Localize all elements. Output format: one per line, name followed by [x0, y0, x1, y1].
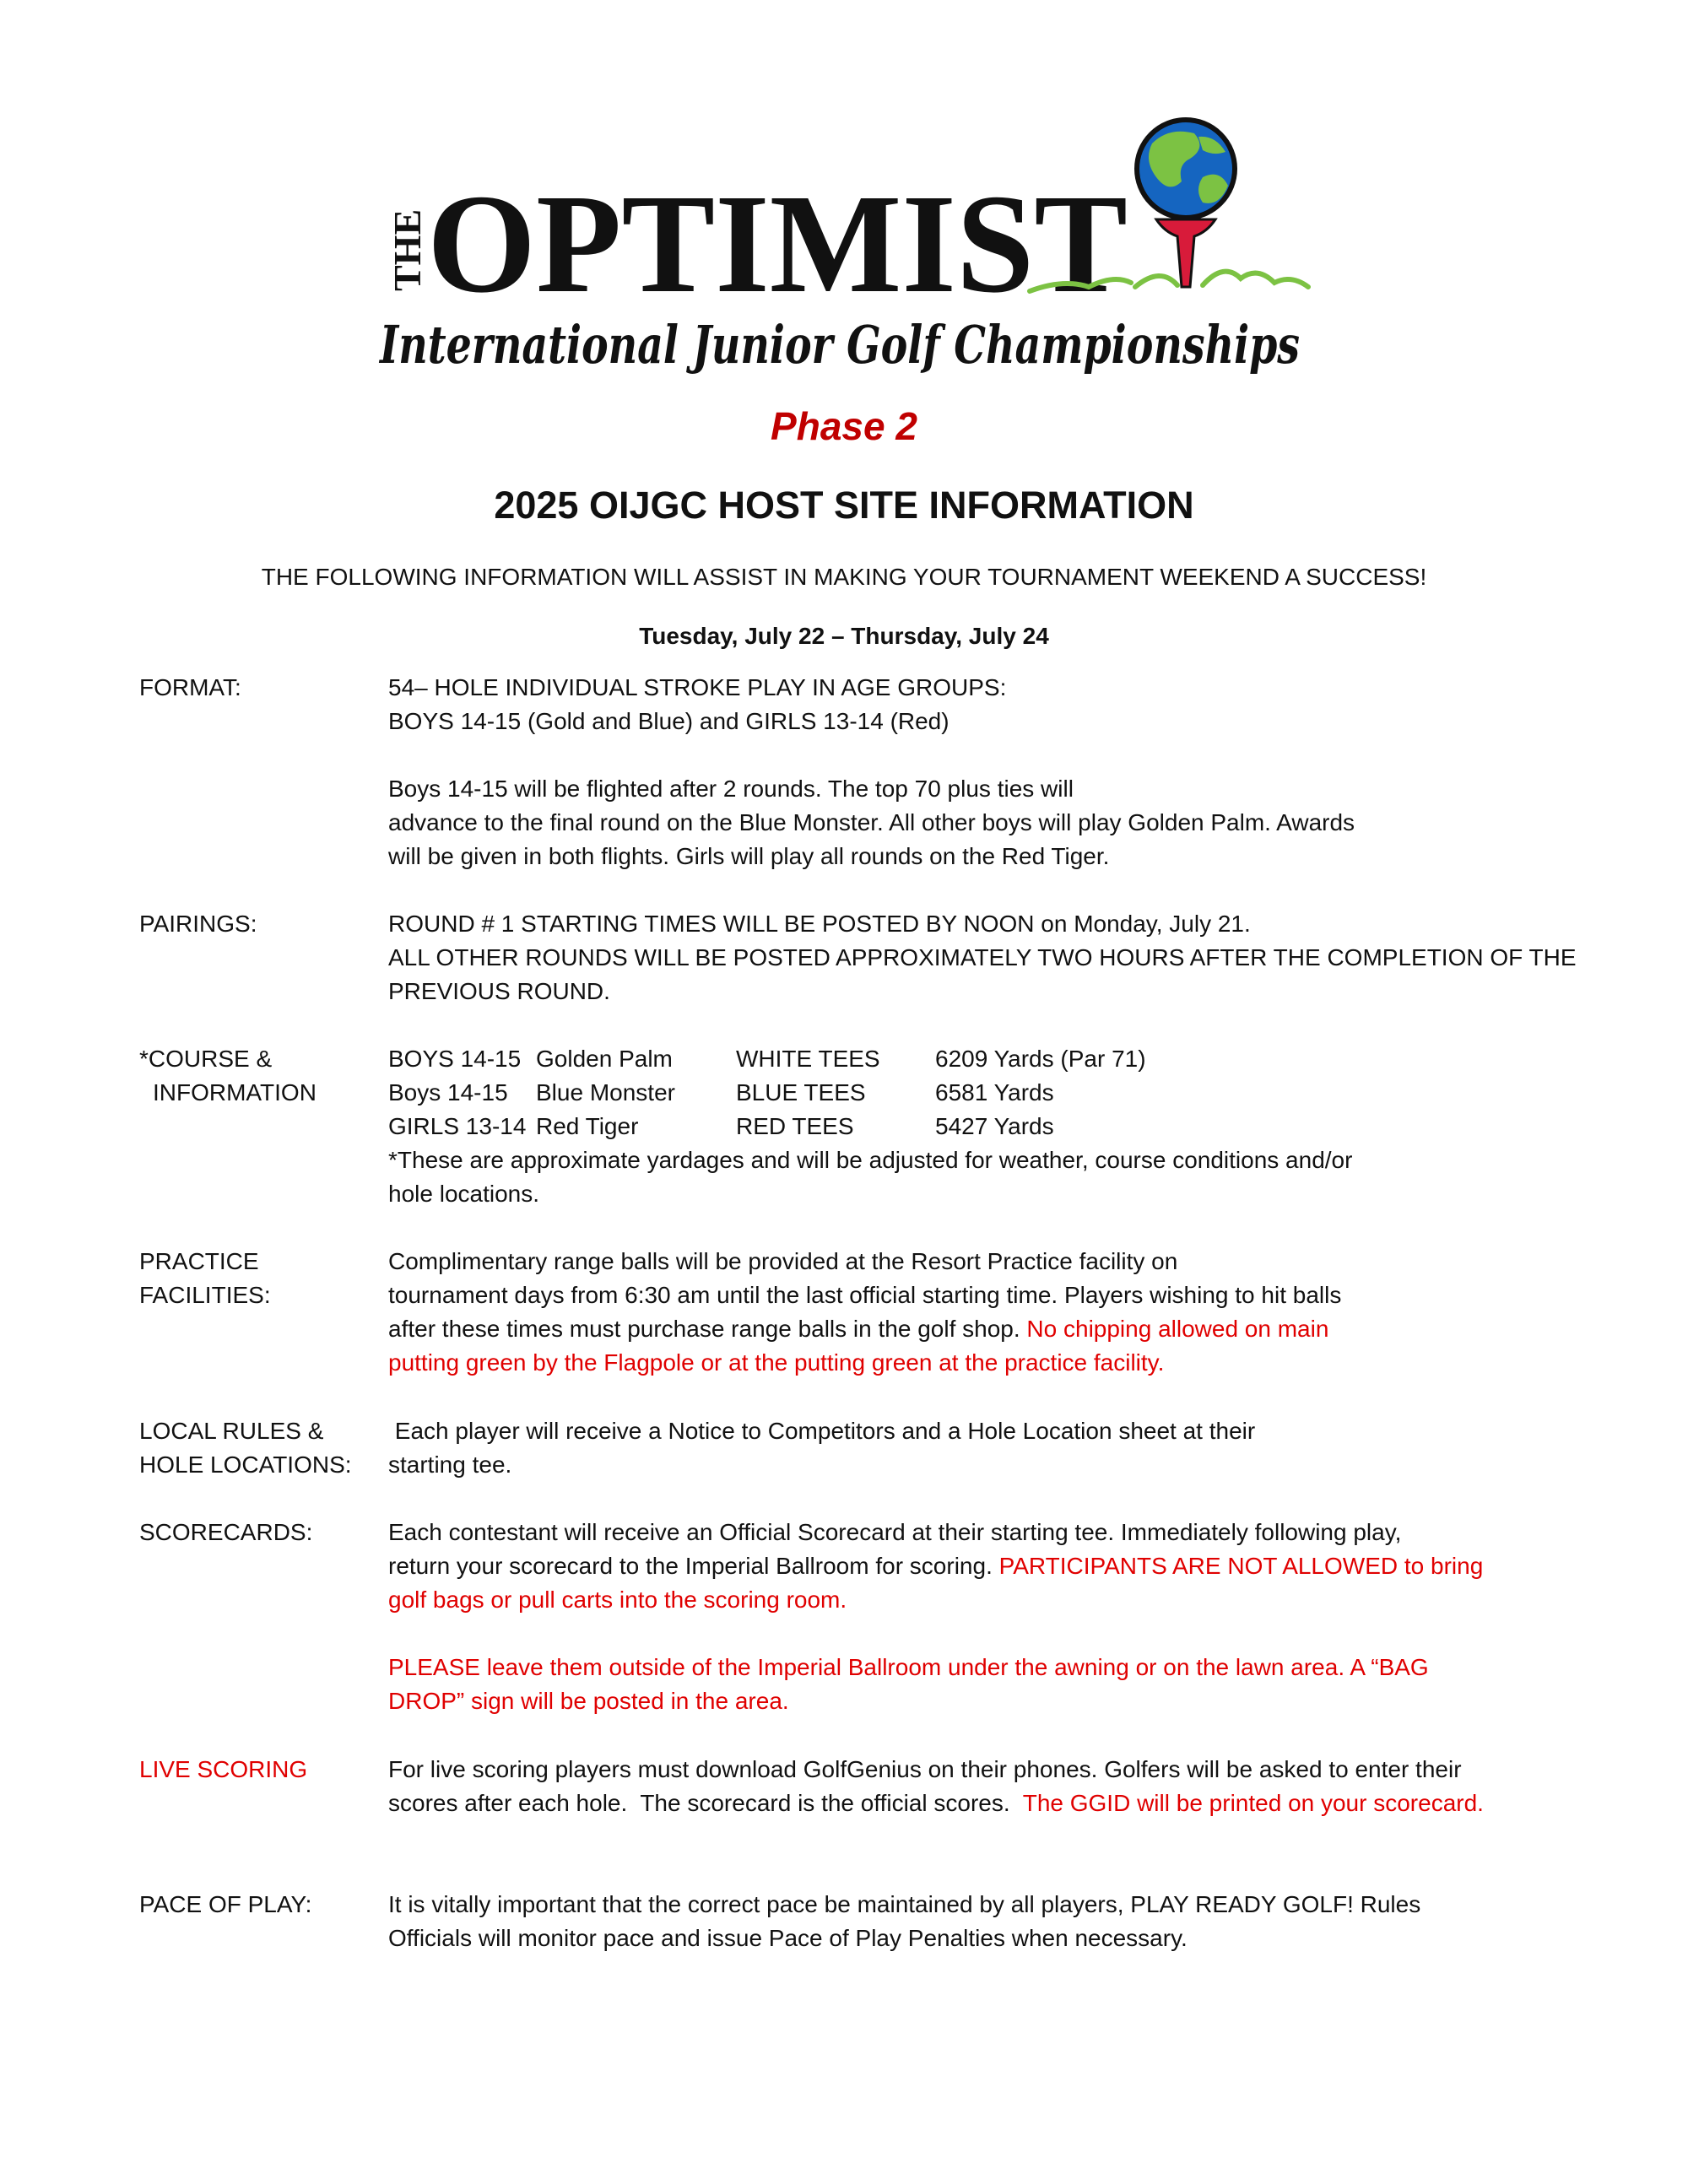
pairings-line: PREVIOUS ROUND. — [388, 978, 610, 1004]
scorecards-line: Each contestant will receive an Official Scorecard at their starting tee. Immediately following play, — [388, 1519, 1402, 1545]
course-division: GIRLS 13-14 — [388, 1113, 527, 1139]
course-label-line: *COURSE & — [139, 1046, 273, 1072]
live-scoring-label: LIVE SCORING — [139, 1756, 308, 1782]
course-yardage: 6581 Yards — [935, 1079, 1054, 1106]
pairings-line: ROUND # 1 STARTING TIMES WILL BE POSTED BY NOON on Monday, July 21. — [388, 911, 1251, 937]
page-subtitle: THE FOLLOWING INFORMATION WILL ASSIST IN MAKING YOUR TOURNAMENT WEEKEND A SUCCESS! — [261, 564, 1427, 590]
practice-text: after these times must purchase range balls in the golf shop. — [388, 1316, 1027, 1342]
course-name: Blue Monster — [536, 1079, 675, 1106]
blank-line — [388, 738, 1570, 772]
local-rules-content — [388, 1414, 1570, 1482]
course-yardage: 6209 Yards (Par 71) — [935, 1046, 1146, 1072]
course-tees: RED TEES — [736, 1113, 854, 1139]
course-row — [388, 1042, 1570, 1076]
practice-warning-line: putting green by the Flagpole or at the putting green at the practice facility. — [388, 1349, 1165, 1376]
pairings-line: ALL OTHER ROUNDS WILL BE POSTED APPROXIMATELY TWO HOURS AFTER THE COMPLETION OF THE — [388, 944, 1577, 970]
course-row — [388, 1110, 1570, 1143]
live-scoring-text: scores after each hole. The scorecard is the official scores. — [388, 1790, 1023, 1816]
course-note-line: *These are approximate yardages and will be adjusted for weather, course conditions and/or — [388, 1147, 1353, 1173]
logo-the: THE — [386, 208, 429, 291]
format-label: FORMAT: — [139, 674, 241, 700]
course-table — [388, 1042, 1570, 1211]
tournament-dates: Tuesday, July 22 – Thursday, July 24 — [639, 623, 1049, 649]
course-label-line: INFORMATION — [153, 1079, 316, 1106]
practice-line: tournament days from 6:30 am until the last official starting time. Players wishing to hit balls — [388, 1282, 1342, 1308]
local-rules-line: Each player will receive a Notice to Competitors and a Hole Location sheet at their — [388, 1418, 1256, 1444]
practice-label-line: PRACTICE — [139, 1248, 259, 1274]
format-line: advance to the final round on the Blue Monster. All other boys will play Golden Palm. Awards — [388, 809, 1355, 835]
pairings-label: PAIRINGS: — [139, 911, 257, 937]
blank-line — [388, 1617, 1570, 1651]
live-scoring-line: For live scoring players must download GolfGenius on their phones. Golfers will be asked to enter their — [388, 1756, 1462, 1782]
practice-line — [388, 1312, 1570, 1346]
practice-label — [139, 1245, 384, 1312]
scorecards-label: SCORECARDS: — [139, 1519, 313, 1545]
course-name: Golden Palm — [536, 1046, 673, 1072]
practice-label-line: FACILITIES: — [139, 1282, 271, 1308]
course-tees: WHITE TEES — [736, 1046, 880, 1072]
live-scoring-line — [388, 1787, 1570, 1820]
scorecards-content — [388, 1516, 1570, 1718]
course-row — [388, 1076, 1570, 1110]
scorecards-line — [388, 1549, 1570, 1583]
scorecards-warning-line: DROP” sign will be posted in the area. — [388, 1688, 789, 1714]
logo-wordmark: OPTIMIST — [427, 165, 1128, 322]
local-rules-line: starting tee. — [388, 1451, 512, 1478]
live-scoring-warning: The GGID will be printed on your scorecard. — [1022, 1790, 1484, 1816]
pace-line: It is vitally important that the correct pace be maintained by all players, PLAY READY GOLF! Rules — [388, 1891, 1421, 1917]
pace-content — [388, 1888, 1570, 1955]
format-content — [388, 671, 1570, 873]
practice-line: Complimentary range balls will be provided at the Resort Practice facility on — [388, 1248, 1178, 1274]
scorecards-warning: PARTICIPANTS ARE NOT ALLOWED to bring — [998, 1553, 1484, 1579]
page-title: 2025 OIJGC HOST SITE INFORMATION — [494, 484, 1194, 527]
practice-content — [388, 1245, 1570, 1380]
scorecards-text: return your scorecard to the Imperial Ballroom for scoring. — [388, 1553, 999, 1579]
live-scoring-content — [388, 1753, 1570, 1820]
format-line: 54– HOLE INDIVIDUAL STROKE PLAY IN AGE GROUPS: — [388, 674, 1007, 700]
course-name: Red Tiger — [536, 1113, 639, 1139]
pace-line: Officials will monitor pace and issue Pace of Play Penalties when necessary. — [388, 1925, 1188, 1951]
format-line: BOYS 14-15 (Gold and Blue) and GIRLS 13-14 (Red) — [388, 708, 950, 734]
phase-heading: Phase 2 — [771, 404, 917, 448]
local-rules-label — [139, 1414, 384, 1482]
scorecards-warning-line: golf bags or pull carts into the scoring room. — [388, 1587, 847, 1613]
pace-label: PACE OF PLAY: — [139, 1891, 312, 1917]
practice-warning: No chipping allowed on main — [1026, 1316, 1329, 1342]
optimist-logo — [371, 118, 1308, 380]
format-line: will be given in both flights. Girls will play all rounds on the Red Tiger. — [388, 843, 1110, 869]
course-label — [139, 1042, 384, 1110]
local-rules-label-line: HOLE LOCATIONS: — [139, 1451, 352, 1478]
format-line: Boys 14-15 will be flighted after 2 rounds. The top 70 plus ties will — [388, 776, 1074, 802]
course-tees: BLUE TEES — [736, 1079, 866, 1106]
course-note-line: hole locations. — [388, 1181, 540, 1207]
course-division: BOYS 14-15 — [388, 1046, 522, 1072]
course-division: Boys 14-15 — [388, 1079, 508, 1106]
course-yardage: 5427 Yards — [935, 1113, 1054, 1139]
scorecards-warning-line: PLEASE leave them outside of the Imperial Ballroom under the awning or on the lawn area. A “BAG — [388, 1654, 1429, 1680]
logo-tagline: International Junior Golf Championships — [378, 314, 1300, 376]
local-rules-label-line: LOCAL RULES & — [139, 1418, 324, 1444]
pairings-content — [388, 907, 1577, 1008]
